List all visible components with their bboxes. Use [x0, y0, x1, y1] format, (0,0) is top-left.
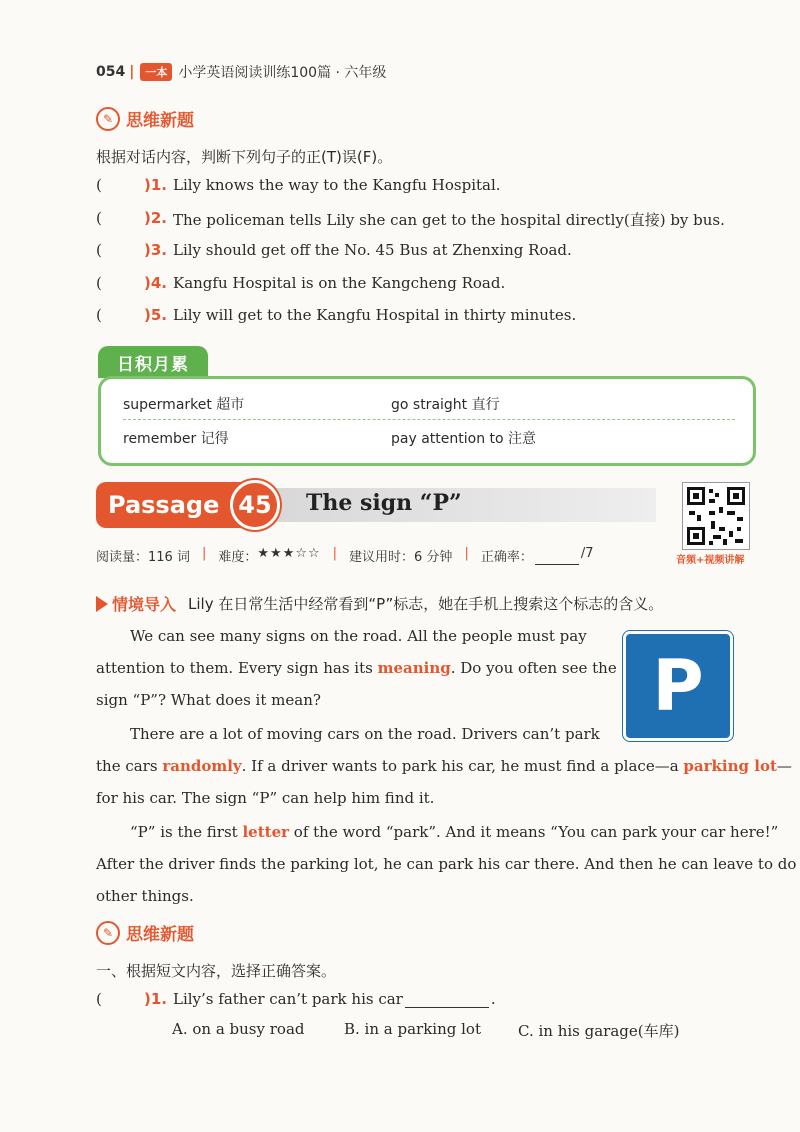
section-title-text: 思维新题 — [126, 925, 194, 945]
passage-number: 45 — [230, 480, 280, 530]
passage-line: other things. — [96, 887, 194, 905]
options-row — [172, 1020, 679, 1041]
accuracy-total: /7 — [580, 546, 594, 561]
question-text: Lily will get to the Kangfu Hospital in thirty minutes. — [173, 306, 577, 324]
passage-line — [130, 816, 778, 848]
scenario-intro — [96, 592, 663, 615]
section-instruction: 一、根据短文内容，选择正确答案。 — [96, 962, 337, 980]
question-text: The policeman tells Lily she can get to the hospital directly(直接) by bus. — [173, 211, 725, 229]
text-run: — — [776, 757, 792, 775]
answer-blank[interactable]: ( — [96, 306, 102, 324]
passage-line — [96, 750, 792, 782]
passage-line — [96, 652, 617, 684]
question-end: . — [490, 990, 496, 1008]
header-divider: | — [129, 64, 135, 80]
passage-line: There are a lot of moving cars on the road. Drivers can’t park — [130, 725, 600, 743]
vocab-entry: go straight 直行 — [391, 397, 500, 413]
word-count: 阅读量：116 词 — [96, 550, 190, 565]
passage-line: for his car. The sign “P” can help him find it. — [96, 789, 435, 807]
keyword-randomly: randomly — [162, 757, 242, 775]
vocab-row — [123, 423, 735, 453]
keyword-letter: letter — [242, 823, 290, 841]
question-item — [96, 241, 572, 259]
question-item — [96, 274, 505, 292]
question-text: Lily’s father can’t park his car — [173, 990, 403, 1008]
pencil-icon: ✎ — [96, 921, 120, 945]
question-item — [96, 176, 501, 194]
question-item — [96, 209, 725, 230]
text-run: the cars — [96, 757, 163, 775]
parking-sign-letter: P — [652, 645, 704, 727]
question-item — [96, 306, 576, 324]
section-instruction: 根据对话内容，判断下列句子的正(T)误(F)。 — [96, 148, 393, 166]
suggested-time: 建议用时：6 分钟 — [349, 550, 453, 565]
answer-blank[interactable]: ( — [96, 209, 102, 227]
passage-banner — [96, 482, 656, 528]
accuracy-label: 正确率： — [480, 550, 533, 565]
fill-in-blank[interactable] — [405, 990, 489, 1008]
pencil-icon: ✎ — [96, 107, 120, 131]
question-number: )1. — [144, 176, 167, 194]
question-number: )4. — [144, 274, 167, 292]
qr-caption: 音频+视频讲解 — [676, 555, 745, 566]
passage-line: We can see many signs on the road. All the people must pay — [130, 627, 587, 645]
question-text: Lily should get off the No. 45 Bus at Zhenxing Road. — [173, 241, 572, 259]
question-number: )2. — [144, 209, 167, 227]
vocab-entry: supermarket 超市 — [123, 397, 245, 413]
option-c[interactable]: C. in his garage(车库) — [518, 1022, 680, 1040]
passage-line: sign “P”? What does it mean? — [96, 691, 321, 709]
option-b[interactable]: B. in a parking lot — [344, 1020, 481, 1038]
text-run: . Do you often see the — [450, 659, 617, 677]
vocab-row — [123, 389, 735, 420]
passage-meta: 阅读量：116 词 | 难度： ★★★☆☆ | 建议用时：6 分钟 | 正确率： /7 — [96, 546, 594, 565]
answer-blank[interactable]: ( — [96, 176, 102, 194]
answer-blank[interactable]: ( — [96, 241, 102, 259]
section-title-thinking — [96, 920, 194, 945]
play-triangle-icon — [96, 596, 108, 612]
passage-title: The sign “P” — [306, 490, 462, 516]
question-text: Kangfu Hospital is on the Kangcheng Road. — [173, 274, 506, 292]
question-text: Lily knows the way to the Kangfu Hospital. — [173, 176, 501, 194]
question-number: )5. — [144, 306, 167, 324]
vocab-box-title: 日积月累 — [98, 346, 208, 378]
question-item — [96, 990, 496, 1008]
keyword-meaning: meaning — [377, 659, 451, 677]
book-title: 小学英语阅读训练100篇 · 六年级 — [178, 65, 387, 81]
option-a[interactable]: A. on a busy road — [172, 1020, 305, 1038]
vocab-entry: remember 记得 — [123, 431, 229, 447]
section-title-text: 思维新题 — [126, 111, 194, 131]
difficulty-label: 难度： — [218, 550, 258, 565]
keyword-parking-lot: parking lot — [683, 757, 777, 775]
vocab-box — [98, 376, 756, 466]
intro-label — [96, 592, 176, 615]
vocab-entry: pay attention to 注意 — [391, 431, 537, 447]
page-header — [96, 62, 386, 82]
passage-line: After the driver finds the parking lot, he can park his car there. And then he can leave to do — [96, 855, 797, 873]
answer-blank[interactable]: ( — [96, 274, 102, 292]
page-number: 054 — [96, 64, 126, 80]
passage-label: Passage — [96, 482, 246, 528]
text-run: “P” is the first — [130, 823, 243, 841]
question-number: )3. — [144, 241, 167, 259]
parking-sign-image — [626, 634, 730, 738]
intro-text: Lily 在日常生活中经常看到“P”标志，她在手机上搜索这个标志的含义。 — [188, 595, 664, 613]
answer-blank[interactable]: ( — [96, 990, 102, 1008]
text-run: . If a driver wants to park his car, he must find a place—a — [241, 757, 684, 775]
difficulty-stars: ★★★☆☆ — [257, 546, 321, 561]
accuracy-blank[interactable] — [535, 546, 579, 565]
text-run: of the word “park”. And it means “You can park your car here!” — [289, 823, 779, 841]
text-run: attention to them. Every sign has its — [96, 659, 378, 677]
section-title-thinking — [96, 106, 194, 131]
qr-code-icon[interactable] — [682, 482, 750, 550]
question-number: )1. — [144, 990, 167, 1008]
series-logo: 一本 — [140, 63, 172, 81]
intro-label-text: 情境导入 — [112, 595, 177, 614]
